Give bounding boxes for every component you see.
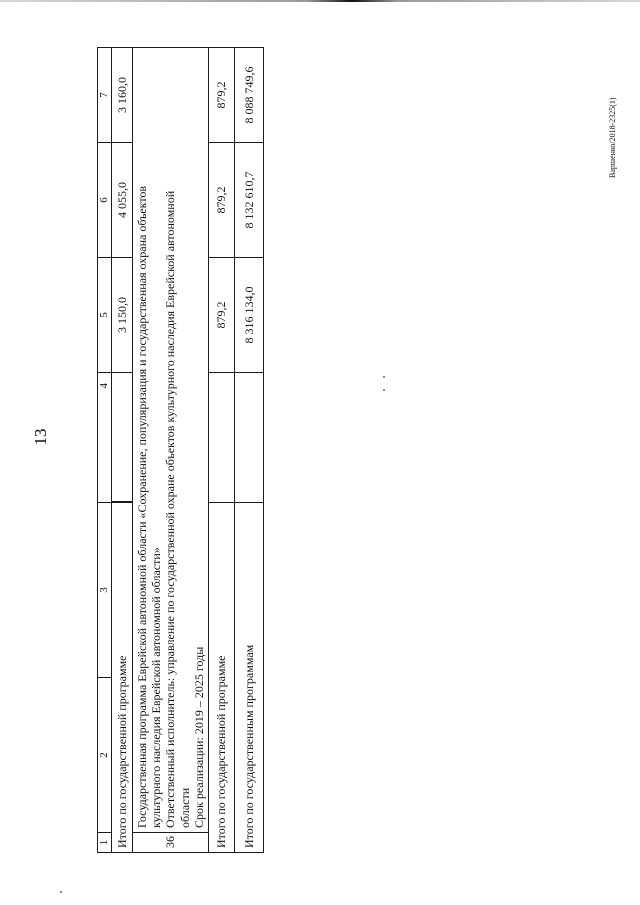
column-number: 2 [98, 678, 112, 833]
page-number: 13 [31, 428, 50, 446]
value-cell: 879,2 [209, 48, 235, 143]
row-label: Итого по государственной программе [209, 503, 235, 853]
value-cell: 3 160,0 [112, 48, 133, 143]
empty-cell [209, 373, 235, 503]
column-number: 1 [98, 833, 112, 853]
value-cell: 879,2 [209, 143, 235, 258]
row-label: Итого по государственным программам [235, 503, 264, 853]
row-label: Итого по государственной программе [112, 503, 133, 853]
value-cell: 8 088 749,6 [235, 48, 264, 143]
program-period-line: Срок реализации: 2019 – 2025 годы [192, 646, 207, 828]
budget-table [97, 47, 264, 853]
value-cell: 4 055,0 [112, 143, 133, 258]
budget-table-rotated [97, 48, 264, 853]
document-code: Варшенко/2018-2325(1) [608, 97, 617, 178]
column-number: 6 [98, 143, 112, 258]
scan-speck [60, 891, 62, 893]
row-index: 36 [133, 833, 209, 853]
value-cell: 8 316 134,0 [235, 258, 264, 373]
program-row [133, 48, 209, 853]
program-executor-line: области [177, 787, 192, 828]
program-title-line: культурного наследия Еврейской автономной области» [149, 547, 164, 828]
column-number: 3 [98, 503, 112, 678]
scan-speck [383, 389, 385, 391]
table-row [209, 48, 235, 853]
empty-cell [235, 373, 264, 503]
program-description [133, 48, 209, 833]
column-number: 7 [98, 48, 112, 143]
scan-edge-line [0, 0, 640, 2]
empty-cell [112, 373, 133, 503]
value-cell: 3 150,0 [112, 258, 133, 373]
value-cell: 8 132 610,7 [235, 143, 264, 258]
column-number: 4 [98, 373, 112, 503]
grand-total-row [235, 48, 264, 853]
program-title-line: Государственная программа Еврейской автономной области «Сохранение, популяризация и государственная охрана объектов [134, 185, 149, 828]
column-number: 5 [98, 258, 112, 373]
table-row [112, 48, 133, 853]
program-executor-line: Ответственный исполнитель: управление по государственной охране объектов культурного наследия Еврейской автономной [163, 190, 178, 828]
column-number-row [98, 48, 112, 853]
value-cell: 879,2 [209, 258, 235, 373]
scan-speck [383, 376, 385, 378]
